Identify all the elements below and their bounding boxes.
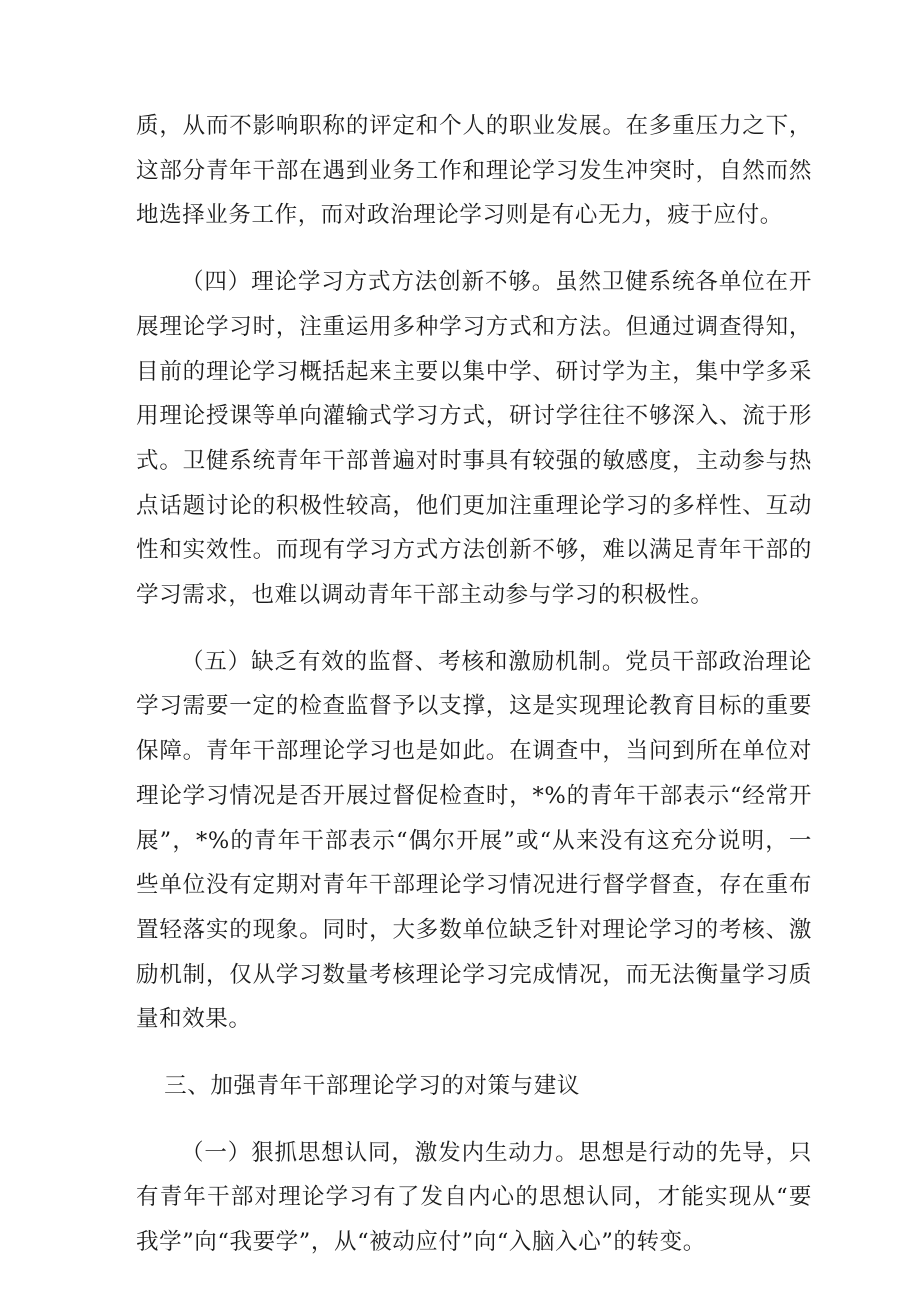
section-heading-three: 三、加强青年干部理论学习的对策与建议: [164, 1073, 580, 1100]
paragraph-subsection-one: （一）狠抓思想认同，激发内生动力。思想是行动的先导，只有青年干部对理论学习有了发自内心的思想认同，才能实现从“要我学”向“我要学”，从“被动应付”向“入脑入心”的转变。: [136, 1139, 812, 1256]
paragraph-section-four: （四）理论学习方式方法创新不够。虽然卫健系统各单位在开展理论学习时，注重运用多种学习方式和方法。但通过调查得知，目前的理论学习概括起来主要以集中学、研讨学为主，集中学多采用理论授课等单向灌输式学习方式，研讨学往往不够深入、流于形式。卫健系统青年干部普遍对时事具有较强的敏感度，主动参与热点话题讨论的积极性较高，他们更加注重理论学习的多样性、互动性和实效性。而现有学习方式方法创新不够，难以满足青年干部的学习需求，也难以调动青年干部主动参与学习的积极性。: [136, 269, 812, 609]
paragraph-section-five: （五）缺乏有效的监督、考核和激励机制。党员干部政治理论学习需要一定的检查监督予以支撑，这是实现理论教育目标的重要保障。青年干部理论学习也是如此。在调查中，当问到所在单位对理论学习情况是否开展过督促检查时，*%的青年干部表示“经常开展”，*%的青年干部表示“偶尔开展”或“从来没有这充分说明，一些单位没有定期对青年干部理论学习情况进行督学督查，存在重布置轻落实的现象。同时，大多数单位缺乏针对理论学习的考核、激励机制，仅从学习数量考核理论学习完成情况，而无法衡量学习质量和效果。: [136, 648, 812, 1033]
document-body: [136, 104, 812, 1265]
paragraph-continuation: 质，从而不影响职称的评定和个人的职业发展。在多重压力之下，这部分青年干部在遇到业务工作和理论学习发生冲突时，自然而然地选择业务工作，而对政治理论学习则是有心无力，疲于应付。: [136, 113, 812, 229]
